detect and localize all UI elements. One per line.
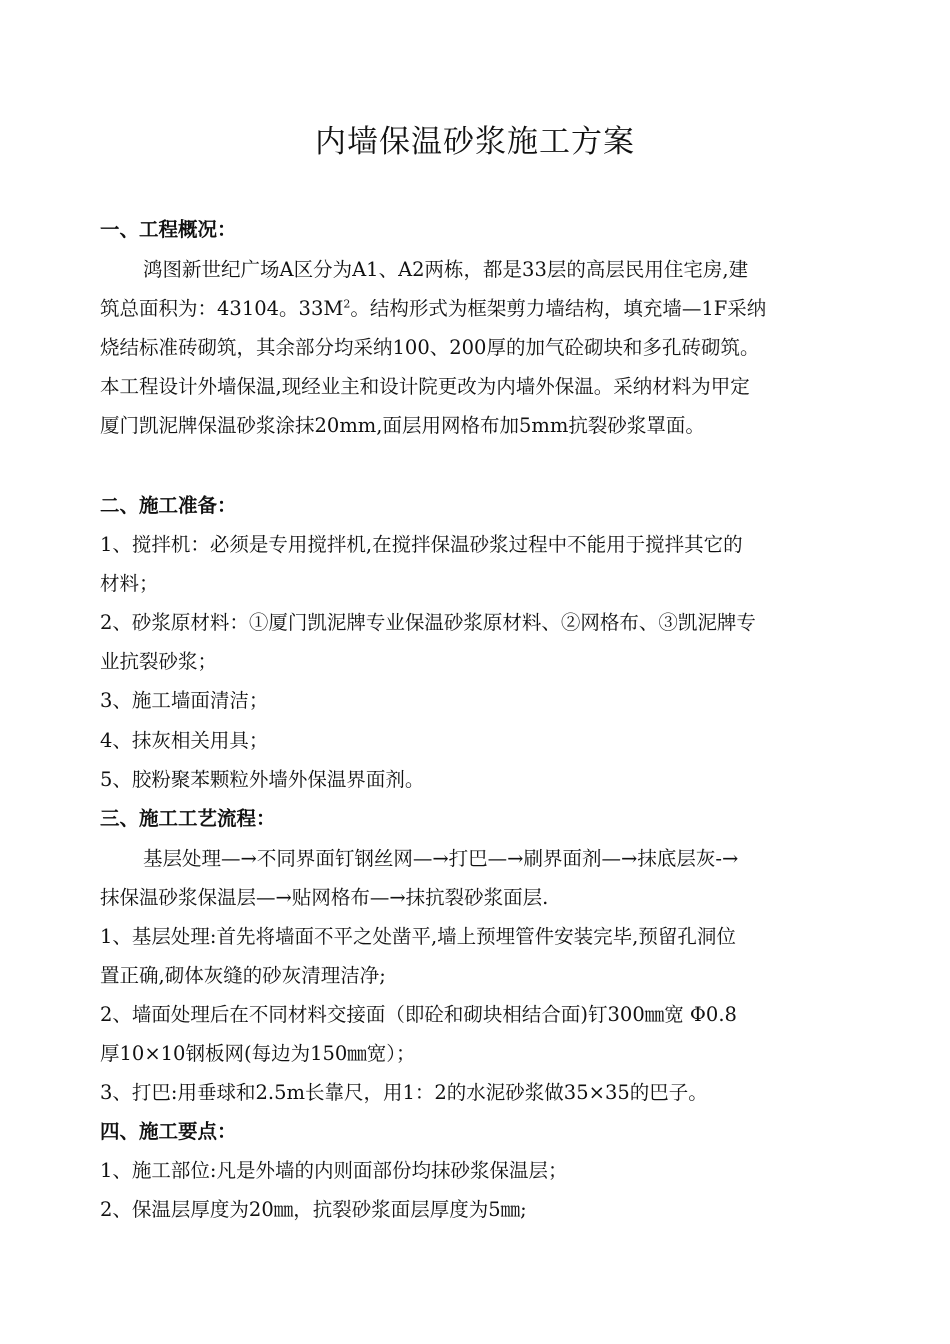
- process-flow-line: 抹保温砂浆保温层—→贴网格布—→抹抗裂砂浆面层.: [100, 886, 549, 909]
- paragraph-line: 鸿图新世纪广场A区分为A1、A2两栋，都是33层的高层民用住宅房,建: [143, 258, 749, 281]
- paragraph-line: [100, 296, 860, 322]
- document-title: 内墙保温砂浆施工方案: [315, 124, 635, 160]
- list-item: 1、基层处理:首先将墙面不平之处凿平,墙上预埋管件安装完毕,预留孔洞位: [100, 925, 736, 948]
- superscript: 2: [343, 297, 351, 311]
- list-item: 1、搅拌机：必须是专用搅拌机,在搅拌保温砂浆过程中不能用于搅拌其它的: [100, 533, 743, 556]
- text-span: 筑总面积为：43104。33M: [100, 297, 344, 320]
- list-item: 2、保温层厚度为20㎜，抗裂砂浆面层厚度为5㎜;: [100, 1198, 527, 1221]
- list-item: 2、砂浆原材料：①厦门凯泥牌专业保温砂浆原材料、②网格布、③凯泥牌专: [100, 611, 756, 634]
- list-item-continuation: 厚10×10钢板网(每边为150㎜宽）；: [100, 1042, 416, 1065]
- section-2-heading: 二、施工准备：: [100, 494, 237, 517]
- list-item: 3、施工墙面清洁；: [100, 689, 269, 712]
- paragraph-line: 本工程设计外墙保温,现经业主和设计院更改为内墙外保温。采纳材料为甲定: [100, 375, 750, 398]
- section-1-heading: 一、工程概况：: [100, 218, 237, 241]
- list-item-continuation: 业抗裂砂浆；: [100, 650, 218, 673]
- process-flow-line: 基层处理—→不同界面钉钢丝网—→打巴—→刷界面剂—→抹底层灰-→: [143, 847, 739, 870]
- list-item: 5、胶粉聚苯颗粒外墙外保温界面剂。: [100, 768, 425, 791]
- list-item: 4、抹灰相关用具；: [100, 729, 269, 752]
- section-3-heading: 三、施工工艺流程：: [100, 807, 276, 830]
- list-item-continuation: 材料；: [100, 572, 159, 595]
- list-item: 2、墙面处理后在不同材料交接面（即砼和砌块相结合面)钉300㎜宽 Φ0.8: [100, 1003, 737, 1026]
- paragraph-line: 厦门凯泥牌保温砂浆涂抹20mm,面层用网格布加5mm抗裂砂浆罩面。: [100, 414, 705, 437]
- list-item-continuation: 置正确,砌体灰缝的砂灰清理洁净;: [100, 964, 386, 987]
- list-item: 1、施工部位:凡是外墙的内则面部份均抹砂浆保温层；: [100, 1159, 568, 1182]
- text-span: 。结构形式为框架剪力墙结构，填充墙—1F采纳: [350, 297, 767, 320]
- section-4-heading: 四、施工要点：: [100, 1120, 237, 1143]
- paragraph-line: 烧结标准砖砌筑，其余部分均采纳100、200厚的加气砼砌块和多孔砖砌筑。: [100, 336, 760, 359]
- list-item: 3、打巴:用垂球和2.5m长靠尺，用1：2的水泥砂浆做35×35的巴子。: [100, 1081, 708, 1104]
